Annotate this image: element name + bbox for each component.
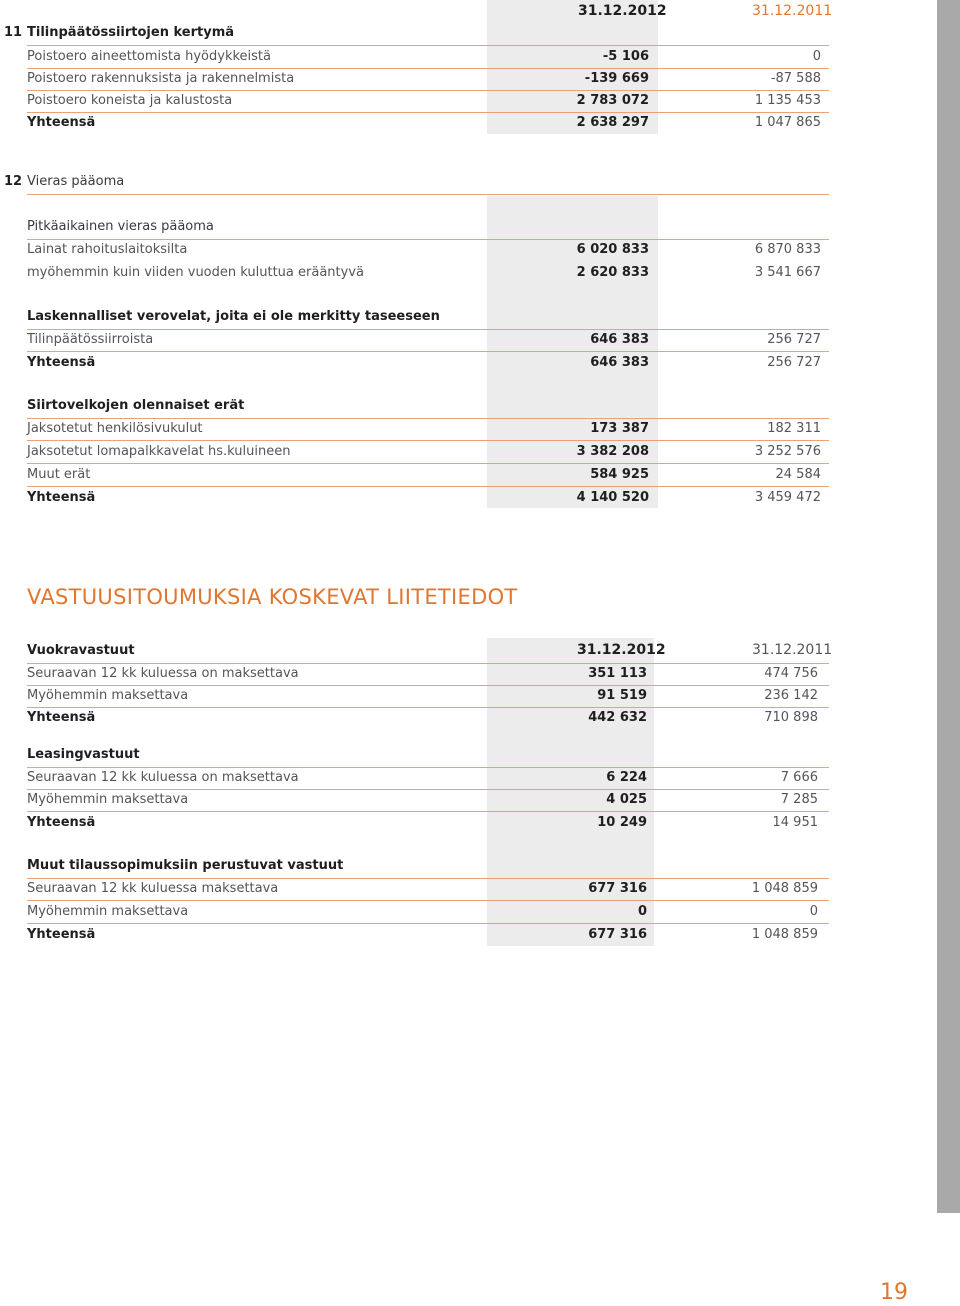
row-label: Yhteensä <box>27 355 96 370</box>
s12-accruals-title: Siirtovelkojen olennaiset erät <box>27 398 245 413</box>
rent-title: Vuokravastuut <box>27 643 135 658</box>
page-number: 19 <box>880 1280 908 1305</box>
row-label: Jaksotetut lomapalkkavelat hs.kuluineen <box>27 444 291 459</box>
row-value-2011: 3 459 472 <box>754 490 821 505</box>
row-label: myöhemmin kuin viiden vuoden kuluttua erääntyvä <box>27 265 364 280</box>
table-row <box>0 767 900 789</box>
row-value-2012: 91 519 <box>597 688 647 703</box>
row-value-2011: 1 048 859 <box>751 927 818 942</box>
row-value-2012: 584 925 <box>590 467 649 482</box>
table-row-total <box>0 707 900 729</box>
row-label: Yhteensä <box>27 710 96 725</box>
table-row <box>0 901 900 923</box>
row-value-2011: 474 756 <box>764 666 818 681</box>
row-value-2012: 351 113 <box>588 666 647 681</box>
row-value-2011: 14 951 <box>772 815 818 830</box>
s11-title: Tilinpäätössiirtojen kertymä <box>27 25 235 40</box>
row-value-2012: -139 669 <box>584 71 649 86</box>
row-value-2011: 0 <box>809 904 818 919</box>
row-value-2012: 6 224 <box>606 770 647 785</box>
row-value-2012: 2 783 072 <box>576 93 649 108</box>
table-row <box>0 685 900 707</box>
table-row-total <box>0 924 900 946</box>
table-row <box>0 441 900 463</box>
row-value-2011: 0 <box>812 49 821 64</box>
row-value-2011: 182 311 <box>767 421 821 436</box>
s12-title: Vieras pääoma <box>27 174 125 189</box>
row-label: Jaksotetut henkilösivukulut <box>27 421 203 436</box>
row-value-2011: 3 252 576 <box>754 444 821 459</box>
row-value-2011: -87 588 <box>770 71 821 86</box>
s12-number: 12 <box>4 174 23 189</box>
row-label: Lainat rahoituslaitoksilta <box>27 242 188 257</box>
table-row <box>0 878 900 900</box>
table-row-total <box>0 112 900 134</box>
row-value-2011: 710 898 <box>764 710 818 725</box>
rent-col2-header: 31.12.2011 <box>752 642 833 658</box>
row-label: Myöhemmin maksettava <box>27 904 189 919</box>
row-label: Muut erät <box>27 467 91 482</box>
row-label: Poistoero rakennuksista ja rakennelmista <box>27 71 295 86</box>
table-row <box>0 68 900 90</box>
row-value-2011: 3 541 667 <box>754 265 821 280</box>
row-value-2011: 6 870 833 <box>754 242 821 257</box>
row-value-2012: 6 020 833 <box>576 242 649 257</box>
table-row <box>0 46 900 68</box>
table-row <box>0 262 900 284</box>
table-row <box>0 663 900 685</box>
row-label: Yhteensä <box>27 927 96 942</box>
table-row <box>0 464 900 486</box>
commitments-heading: VASTUUSITOUMUKSIA KOSKEVAT LIITETIEDOT <box>27 585 518 609</box>
row-value-2012: 10 249 <box>597 815 647 830</box>
row-value-2011: 256 727 <box>767 332 821 347</box>
s11-number: 11 <box>4 25 23 40</box>
row-label: Yhteensä <box>27 115 96 130</box>
lease-title: Leasingvastuut <box>27 747 140 762</box>
row-value-2011: 1 135 453 <box>754 93 821 108</box>
table-row-total <box>0 487 900 509</box>
row-label: Seuraavan 12 kk kuluessa maksettava <box>27 881 279 896</box>
table-row-total <box>0 812 900 834</box>
s12-tax-title: Laskennalliset verovelat, joita ei ole merkitty taseeseen <box>27 309 440 324</box>
table-row <box>0 90 900 112</box>
row-label: Poistoero aineettomista hyödykkeistä <box>27 49 271 64</box>
row-value-2012: 3 382 208 <box>576 444 649 459</box>
row-value-2011: 256 727 <box>767 355 821 370</box>
table-row-total <box>0 352 900 374</box>
row-label: Seuraavan 12 kk kuluessa on maksettava <box>27 666 299 681</box>
row-value-2012: 677 316 <box>588 881 647 896</box>
row-value-2011: 7 285 <box>780 792 818 807</box>
row-value-2011: 7 666 <box>780 770 818 785</box>
s11-col2-header: 31.12.2011 <box>752 3 833 19</box>
rule <box>27 194 829 195</box>
s11-col1-header: 31.12.2012 <box>578 3 667 19</box>
table-row <box>0 329 900 351</box>
row-value-2011: 24 584 <box>775 467 821 482</box>
table-row <box>0 418 900 440</box>
scrollbar[interactable] <box>937 0 960 1213</box>
row-value-2012: 2 638 297 <box>576 115 649 130</box>
rent-col1-header: 31.12.2012 <box>577 642 666 658</box>
table-row <box>0 789 900 811</box>
row-value-2012: 442 632 <box>588 710 647 725</box>
row-value-2011: 1 047 865 <box>754 115 821 130</box>
row-value-2012: 0 <box>637 904 647 919</box>
row-value-2011: 236 142 <box>764 688 818 703</box>
row-label: Yhteensä <box>27 815 96 830</box>
row-label: Myöhemmin maksettava <box>27 688 189 703</box>
s12-long-title: Pitkäaikainen vieras pääoma <box>27 219 214 234</box>
row-value-2012: -5 106 <box>602 49 649 64</box>
order-title: Muut tilaussopimuksiin perustuvat vastuut <box>27 858 344 873</box>
row-value-2012: 646 383 <box>590 355 649 370</box>
row-label: Seuraavan 12 kk kuluessa on maksettava <box>27 770 299 785</box>
row-value-2012: 173 387 <box>590 421 649 436</box>
row-label: Tilinpäätössiirroista <box>27 332 154 347</box>
row-value-2012: 646 383 <box>590 332 649 347</box>
row-value-2011: 1 048 859 <box>751 881 818 896</box>
row-value-2012: 4 140 520 <box>576 490 649 505</box>
table-row <box>0 239 900 261</box>
row-label: Poistoero koneista ja kalustosta <box>27 93 233 108</box>
row-value-2012: 2 620 833 <box>576 265 649 280</box>
row-value-2012: 4 025 <box>606 792 647 807</box>
row-label: Yhteensä <box>27 490 96 505</box>
row-label: Myöhemmin maksettava <box>27 792 189 807</box>
row-value-2012: 677 316 <box>588 927 647 942</box>
